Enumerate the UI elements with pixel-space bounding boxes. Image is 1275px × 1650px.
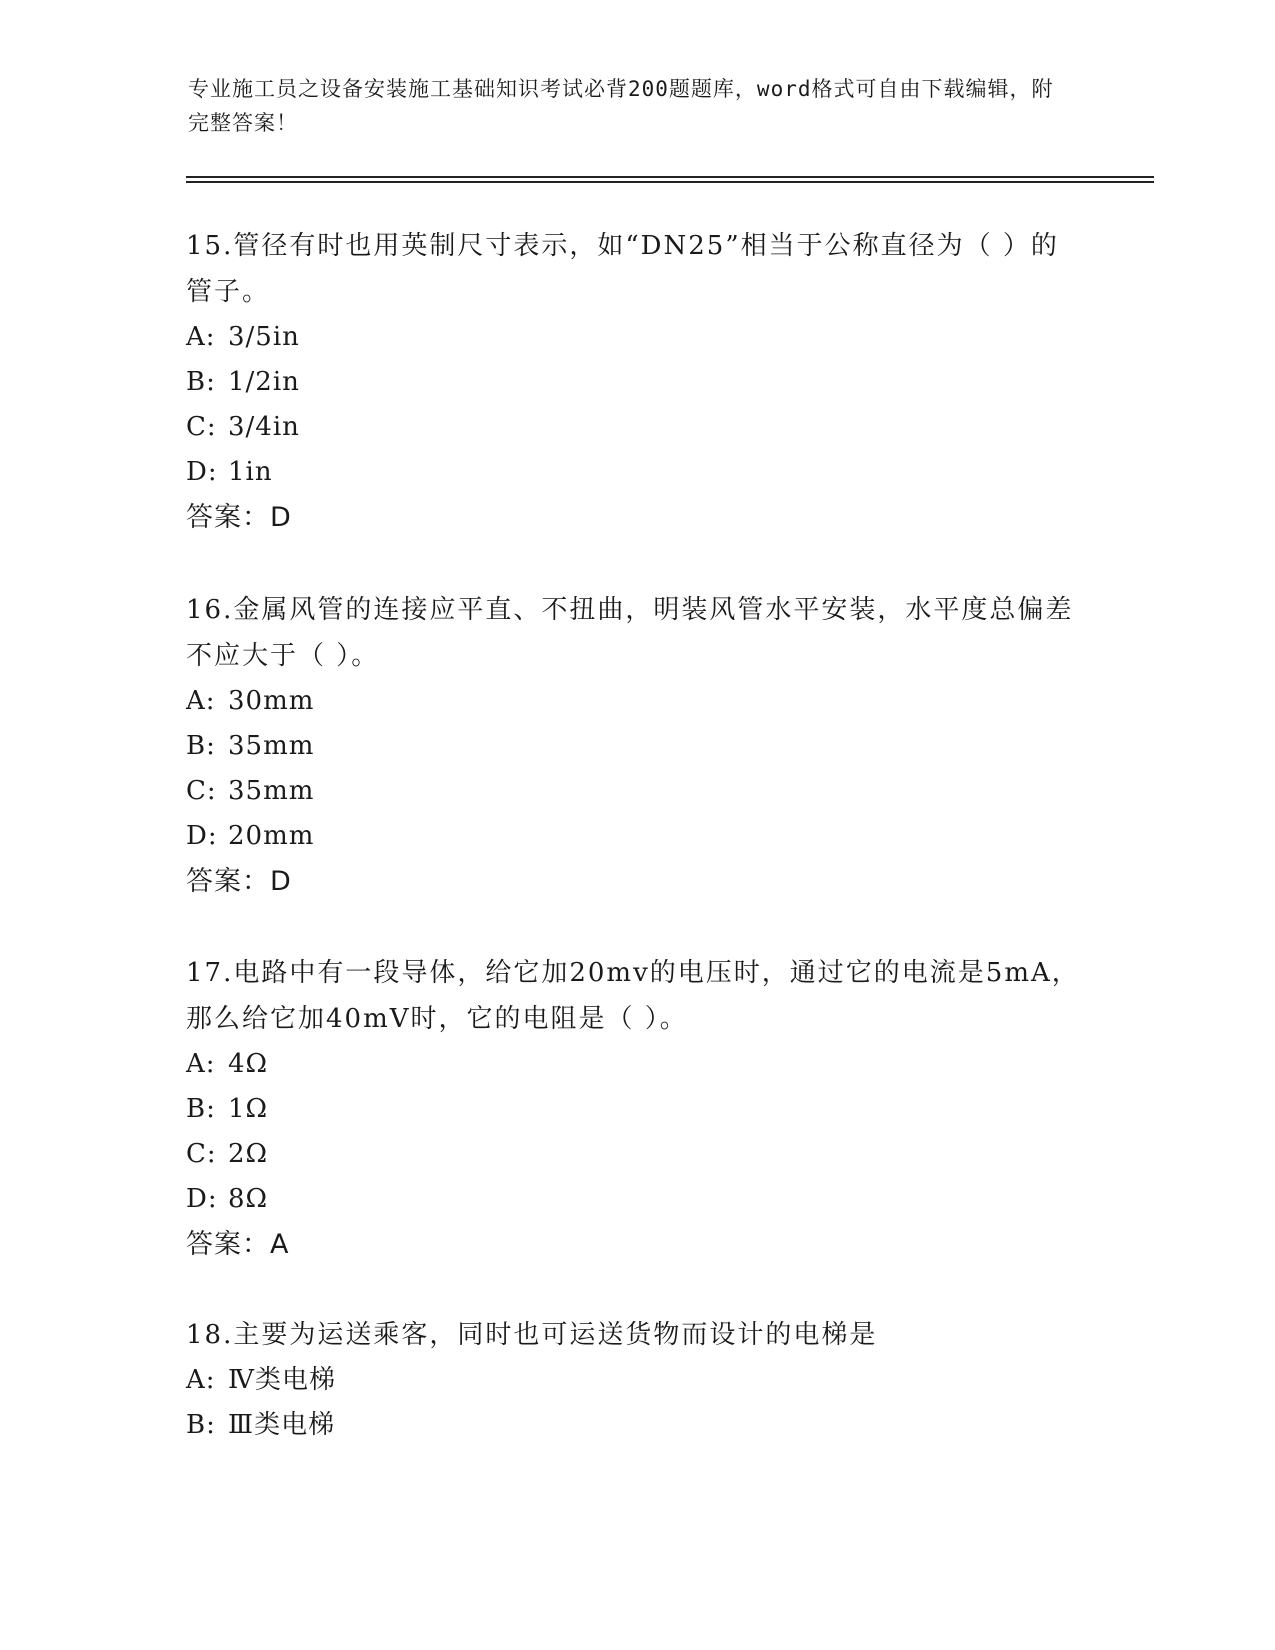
option-text: 3/4in bbox=[228, 412, 300, 442]
option-letter: A: bbox=[186, 322, 216, 352]
option-letter: A: bbox=[186, 1365, 216, 1395]
option-d bbox=[186, 814, 1086, 859]
option-letter: D: bbox=[186, 457, 218, 487]
option-text: 8Ω bbox=[228, 1184, 269, 1214]
option-letter: C: bbox=[186, 1139, 217, 1169]
option-c bbox=[186, 769, 1086, 814]
question-stem: 18.主要为运送乘客，同时也可运送货物而设计的电梯是 bbox=[186, 1320, 878, 1350]
option-text: 2Ω bbox=[228, 1139, 269, 1169]
option-text: Ⅳ类电梯 bbox=[228, 1365, 336, 1395]
option-text: 3/5in bbox=[228, 322, 300, 352]
question-15 bbox=[186, 223, 1086, 541]
option-text: 4Ω bbox=[228, 1049, 269, 1079]
question-stem: 15.管径有时也用英制尺寸表示，如“DN25”相当于公称直径为（ ）的管子。 bbox=[186, 231, 1059, 307]
option-d bbox=[186, 450, 1086, 495]
option-text: 1/2in bbox=[228, 367, 300, 397]
option-letter: C: bbox=[186, 776, 217, 806]
option-a bbox=[186, 1042, 1086, 1087]
option-b bbox=[186, 724, 1086, 769]
question-stem: 17.电路中有一段导体，给它加20mv的电压时，通过它的电流是5mA，那么给它加40mV时，它的电阻是（ ）。 bbox=[186, 958, 1080, 1034]
option-a bbox=[186, 1358, 1086, 1403]
answer-line: 答案：D bbox=[186, 502, 292, 533]
option-letter: B: bbox=[186, 1410, 216, 1440]
option-letter: B: bbox=[186, 367, 216, 397]
option-c bbox=[186, 405, 1086, 450]
option-letter: C: bbox=[186, 412, 217, 442]
question-18 bbox=[186, 1312, 1086, 1448]
option-letter: A: bbox=[186, 686, 216, 716]
option-b bbox=[186, 360, 1086, 405]
option-text: 1in bbox=[228, 457, 273, 487]
option-b bbox=[186, 1403, 1086, 1448]
option-letter: D: bbox=[186, 1184, 218, 1214]
header-divider-bottom bbox=[186, 181, 1154, 183]
option-a bbox=[186, 679, 1086, 724]
answer-line: 答案：D bbox=[186, 866, 292, 897]
option-text: 1Ω bbox=[228, 1094, 269, 1124]
option-letter: B: bbox=[186, 731, 216, 761]
question-17 bbox=[186, 950, 1086, 1268]
header-divider-top bbox=[186, 176, 1154, 178]
option-text: 30mm bbox=[228, 686, 315, 716]
option-b bbox=[186, 1087, 1086, 1132]
option-letter: D: bbox=[186, 821, 218, 851]
option-text: 20mm bbox=[228, 821, 315, 851]
option-text: 35mm bbox=[228, 776, 315, 806]
option-c bbox=[186, 1132, 1086, 1177]
option-letter: B: bbox=[186, 1094, 216, 1124]
option-a bbox=[186, 315, 1086, 360]
option-letter: A: bbox=[186, 1049, 216, 1079]
answer-line: 答案：A bbox=[186, 1229, 290, 1260]
option-d bbox=[186, 1177, 1086, 1222]
document-header: 专业施工员之设备安装施工基础知识考试必背200题题库，word格式可自由下载编辑，附完整答案！ bbox=[188, 77, 1054, 135]
option-text: 35mm bbox=[228, 731, 315, 761]
question-16 bbox=[186, 587, 1086, 905]
question-stem: 16.金属风管的连接应平直、不扭曲，明装风管水平安装，水平度总偏差不应大于（ ）。 bbox=[186, 595, 1074, 671]
option-text: Ⅲ类电梯 bbox=[228, 1410, 336, 1440]
